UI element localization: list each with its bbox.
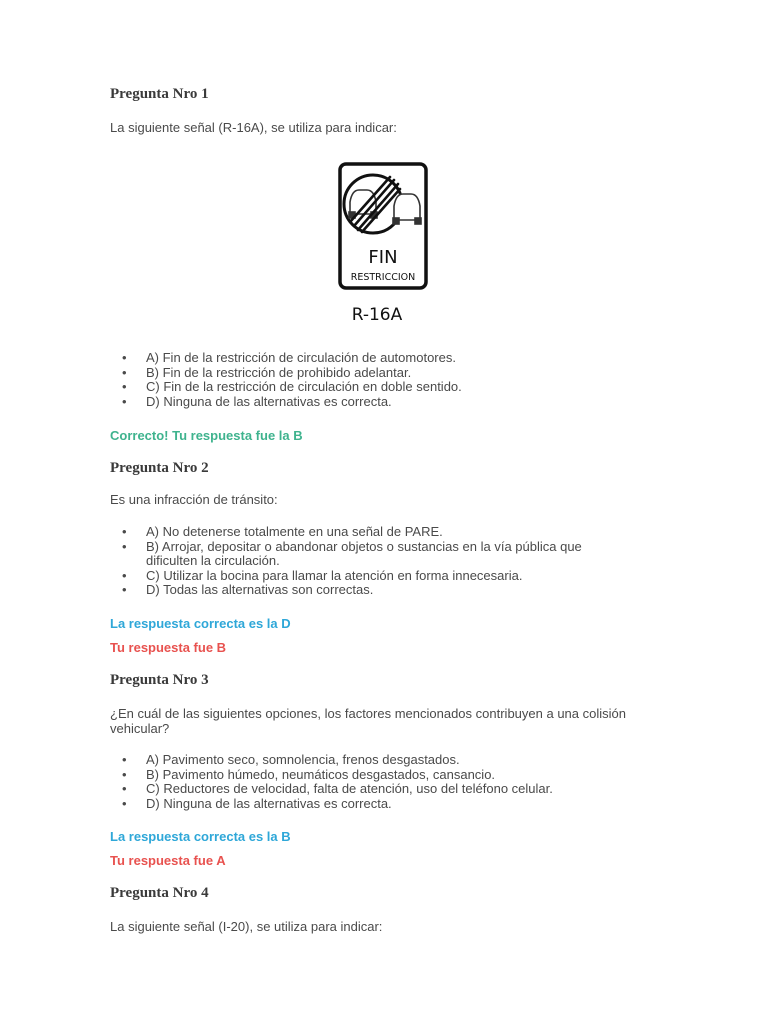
- question-3-correct-answer: La respuesta correcta es la B: [110, 829, 291, 844]
- question-3-text: ¿En cuál de las siguientes opciones, los factores mencionados contribuyen a una colisión vehicular?: [110, 706, 626, 736]
- end-of-no-overtaking-sign-icon: [336, 160, 436, 330]
- option-item: • A) No detenerse totalmente en una señal de PARE.: [110, 525, 630, 540]
- sign-main-text: FIN: [368, 247, 398, 268]
- question-3-user-answer: Tu respuesta fue A: [110, 853, 226, 868]
- question-4-title: Pregunta Nro 4: [110, 885, 209, 901]
- sign-code-label: R-16A: [351, 305, 403, 325]
- question-1-title: Pregunta Nro 1: [110, 86, 209, 102]
- option-item: • C) Reductores de velocidad, falta de atención, uso del teléfono celular.: [110, 782, 630, 797]
- question-1-feedback-correct: Correcto! Tu respuesta fue la B: [110, 428, 303, 443]
- question-1-text: La siguiente señal (R-16A), se utiliza para indicar:: [110, 120, 397, 135]
- option-item: • D) Ninguna de las alternativas es correcta.: [110, 797, 630, 812]
- option-item: • D) Ninguna de las alternativas es correcta.: [110, 395, 630, 410]
- r16a-sign-image: [336, 160, 436, 330]
- question-2-correct-answer: La respuesta correcta es la D: [110, 616, 291, 631]
- option-item: • C) Fin de la restricción de circulación en doble sentido.: [110, 380, 630, 395]
- sign-sub-text: RESTRICCION: [350, 272, 416, 283]
- option-item: • B) Pavimento húmedo, neumáticos desgastados, cansancio.: [110, 768, 630, 783]
- question-1-options: [110, 351, 630, 409]
- question-2-text: Es una infracción de tránsito:: [110, 492, 278, 507]
- question-3-options: [110, 753, 630, 811]
- question-2-title: Pregunta Nro 2: [110, 460, 209, 476]
- option-item: • A) Pavimento seco, somnolencia, frenos desgastados.: [110, 753, 630, 768]
- question-2-user-answer: Tu respuesta fue B: [110, 640, 227, 655]
- question-3-title: Pregunta Nro 3: [110, 672, 209, 688]
- question-4-text: La siguiente señal (I-20), se utiliza para indicar:: [110, 919, 383, 934]
- option-item: • C) Utilizar la bocina para llamar la atención en forma innecesaria.: [110, 569, 630, 584]
- option-item: • A) Fin de la restricción de circulación de automotores.: [110, 351, 630, 366]
- question-2-options: [110, 525, 630, 598]
- option-item: • B) Arrojar, depositar o abandonar objetos o sustancias en la vía pública que dificulten la circulación.: [110, 540, 630, 569]
- option-item: • D) Todas las alternativas son correctas.: [110, 583, 630, 598]
- option-item: • B) Fin de la restricción de prohibido adelantar.: [110, 366, 630, 381]
